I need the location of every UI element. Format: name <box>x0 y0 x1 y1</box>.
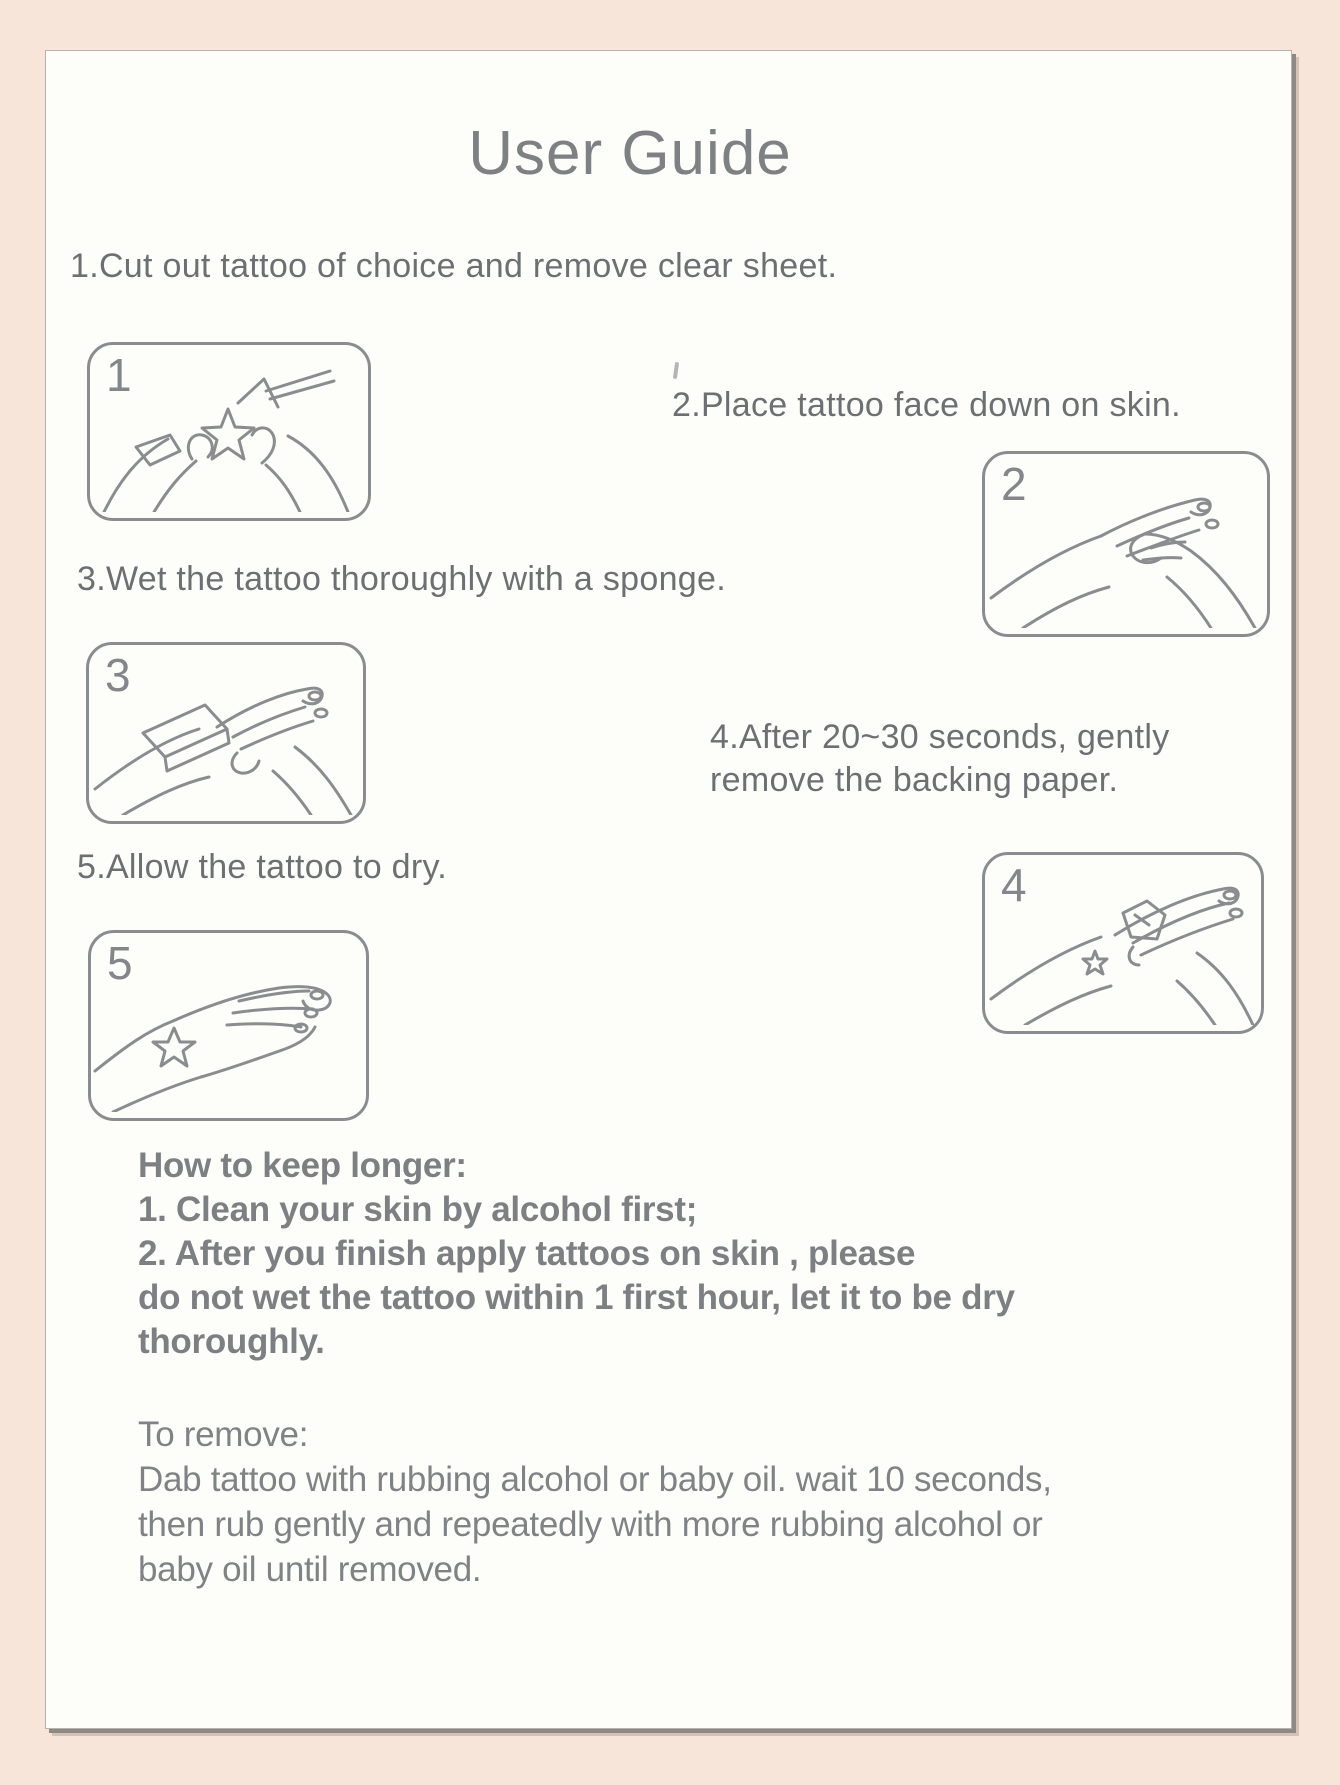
step-5-label: 5.Allow the tattoo to dry. <box>77 848 448 886</box>
step-5-illustration-box <box>88 930 369 1121</box>
hands-cutting-and-peeling-clear-sheet-icon <box>90 345 362 512</box>
to-remove-line2: then rub gently and repeatedly with more rubbing alcohol or <box>138 1505 1043 1544</box>
step-4-illustration-box <box>982 852 1264 1034</box>
hand-placing-tattoo-on-skin-icon <box>985 454 1261 628</box>
page-title: User Guide <box>468 119 792 188</box>
step-1-label: 1.Cut out tattoo of choice and remove clear sheet. <box>70 247 838 285</box>
step-4-label-line1: 4.After 20~30 seconds, gently <box>710 718 1170 756</box>
keep-longer-line1: 1. Clean your skin by alcohol first; <box>138 1190 698 1229</box>
to-remove-section <box>138 1412 1052 1592</box>
keep-longer-line4: thoroughly. <box>138 1322 325 1361</box>
step-2-label: 2.Place tattoo face down on skin. <box>672 386 1181 424</box>
hand-removing-backing-paper-icon <box>985 855 1255 1025</box>
step-2-illustration-box <box>982 451 1270 637</box>
step-4-number: 4 <box>1001 859 1027 911</box>
to-remove-line3: baby oil until removed. <box>138 1550 482 1589</box>
step-3-number: 3 <box>105 649 131 701</box>
step-4-label-line2: remove the backing paper. <box>710 761 1119 799</box>
step-5-number: 5 <box>107 937 133 989</box>
to-remove-line1: Dab tattoo with rubbing alcohol or baby oil. wait 10 seconds, <box>138 1460 1052 1499</box>
step-2-number: 2 <box>1001 458 1027 510</box>
step-1-illustration-box <box>87 342 371 521</box>
hand-with-star-tattoo-icon <box>91 933 360 1112</box>
keep-longer-section <box>138 1144 1015 1364</box>
keep-longer-line2: 2. After you finish apply tattoos on skin , please <box>138 1234 916 1273</box>
step-3-label: 3.Wet the tattoo thoroughly with a sponge. <box>77 560 726 598</box>
step-1-number: 1 <box>106 349 132 401</box>
keep-longer-heading: How to keep longer: <box>138 1146 467 1185</box>
step-3-illustration-box <box>86 642 366 824</box>
step-4-label <box>710 716 1170 802</box>
hand-wetting-tattoo-with-sponge-icon <box>89 645 357 815</box>
keep-longer-line3: do not wet the tattoo within 1 first hour, let it to be dry <box>138 1278 1015 1317</box>
to-remove-heading: To remove: <box>138 1415 309 1454</box>
